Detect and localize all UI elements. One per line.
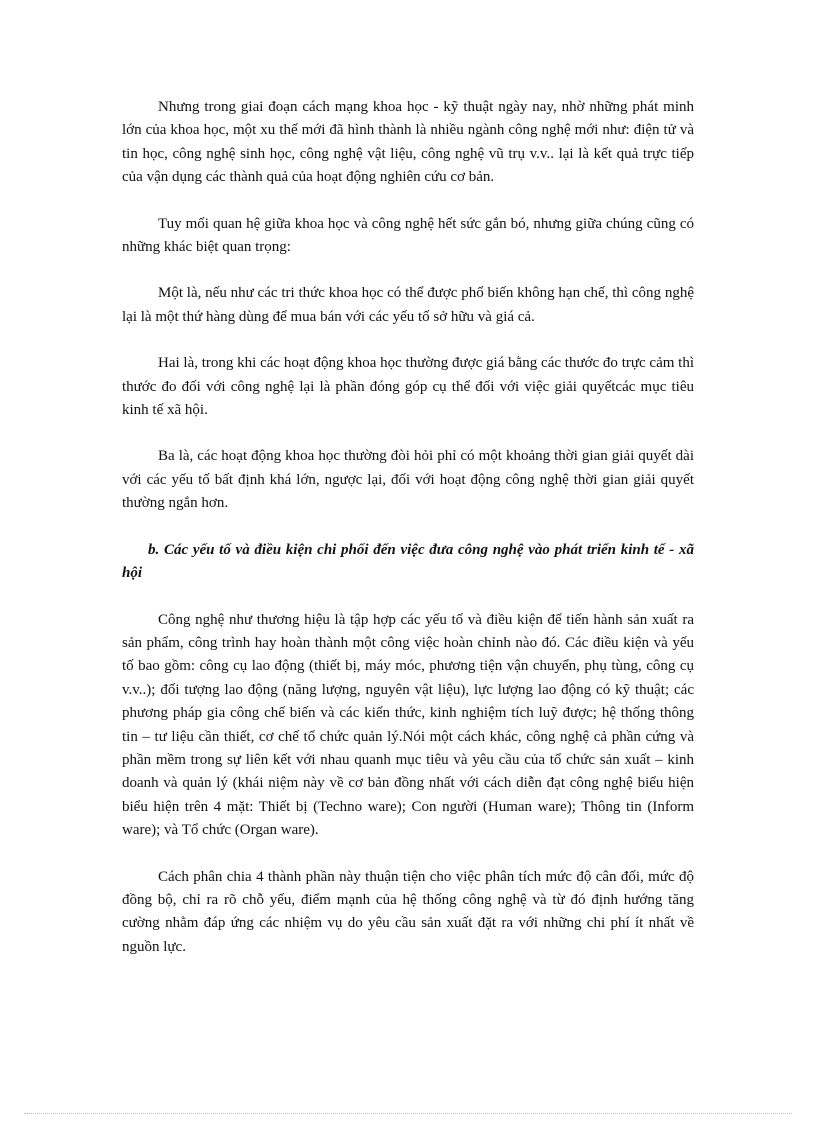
- paragraph-third-difference: Ba là, các hoạt động khoa học thường đòi hỏi phỉ có một khoảng thời gian giải quyết dài với các yếu tố bất định khá lớn, ngược lại, đối với hoạt động công nghệ thời gian giải quyết thường ngắn hơn.: [122, 448, 694, 512]
- paragraph-second-difference: Hai là, trong khi các hoạt động khoa học thường được giá bằng các thước đo trực cảm thì thước đo đối với công nghệ lại là phần đóng góp cụ thể đối với việc giải quyếtcác mục tiêu kinh tế xã hội.: [122, 355, 694, 419]
- paragraph-differences-intro: Tuy mối quan hệ giữa khoa học và công nghệ hết sức gắn bó, nhưng giữa chúng cũng có những khác biệt quan trọng:: [122, 215, 694, 256]
- section-heading: b. Các yếu tố và điều kiện chi phối đến việc đưa công nghệ vào phát triển kinh tế - xã hội: [122, 541, 694, 582]
- paragraph-scientific-revolution: Nhưng trong giai đoạn cách mạng khoa học - kỹ thuật ngày nay, nhờ những phát minh lớn của khoa học, một xu thế mới đã hình thành là nhiều ngành công nghệ mới như: điện tử và tin học, công nghệ sinh học, công nghệ vật liệu, công nghệ vũ trụ v.v.. lại là kết quả trực tiếp của vận dụng các thành quả của hoạt động nghiên cứu cơ bản.: [122, 99, 694, 186]
- page-bottom-rule: [24, 1113, 792, 1114]
- paragraph-technology-definition: Công nghệ như thương hiệu là tập hợp các yếu tố và điều kiện để tiến hành sản xuất ra sản phẩm, công trình hay hoàn thành một công việc hoàn chỉnh nào đó. Các điều kiện và yếu tố bao gồm: công cụ lao động (thiết bị, máy móc, phương tiện vận chuyển, phụ tùng, công cụ v.v..); đối tượng lao động (năng lượng, nguyên vật liệu), lực lượng lao động có kỹ thuật; các phương pháp gia công chế biến và các kiến thức, kinh nghiệm tích luỹ được; hệ thống thông tin – tư liệu cần thiết, cơ chế tổ chức quản lý.Nói một cách khác, công nghệ cả phần cứng và phần mềm trong sự liên kết với nhau quanh mục tiêu và yêu cầu của tổ chức sản xuất – kinh doanh và quản lý (khái niệm này về cơ bản đồng nhất với cách diễn đạt công nghệ biểu hiện biểu hiện trên 4 mặt: Thiết bị (Techno ware); Con người (Human ware); Thông tin (Inform ware); và Tổ chức (Organ ware).: [122, 611, 694, 839]
- paragraph-four-components: Cách phân chia 4 thành phần này thuận tiện cho việc phân tích mức độ cân đối, mức độ đồng bộ, chỉ ra rõ chỗ yếu, điểm mạnh của hệ thống công nghệ và từ đó định hướng tăng cường nhằm đáp ứng các nhiệm vụ do yêu cầu sản xuất đặt ra với những chi phí ít nhất về nguồn lực.: [122, 868, 694, 955]
- paragraph-first-difference: Một là, nếu như các tri thức khoa học có thể được phổ biến không hạn chế, thì công nghệ lại là một thứ hàng dùng để mua bán với các yếu tố sở hữu và giá cả.: [122, 285, 694, 325]
- document-body: [122, 96, 694, 982]
